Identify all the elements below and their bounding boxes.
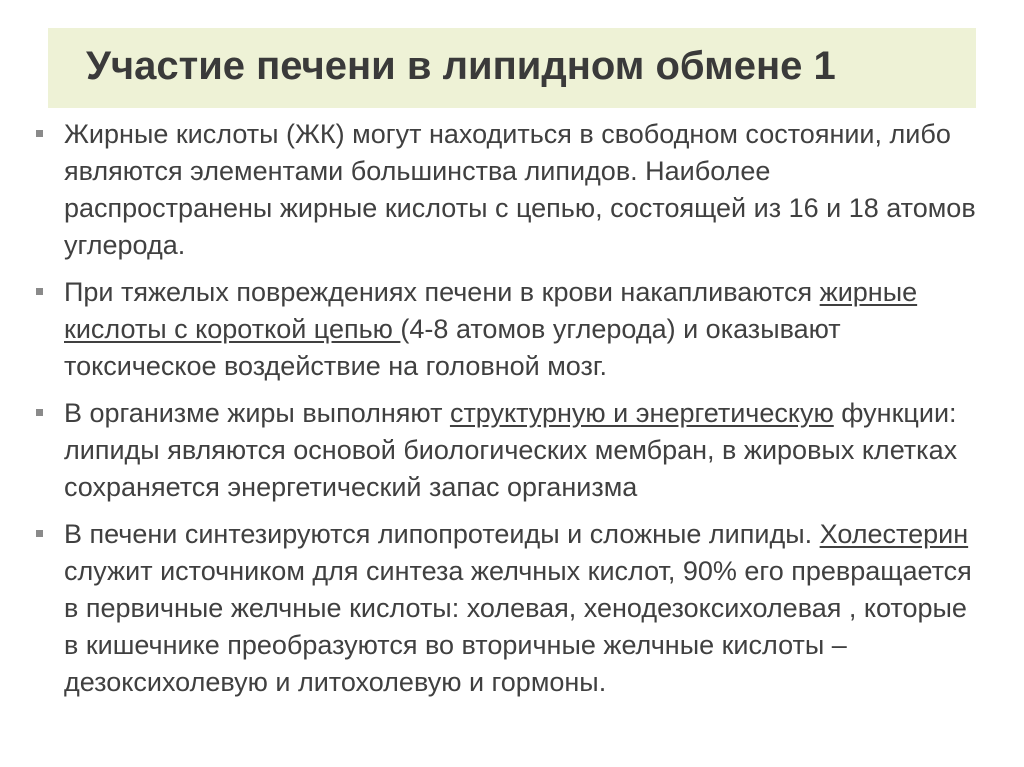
square-bullet-icon	[36, 288, 43, 295]
bullet-item-fat-functions	[30, 395, 980, 506]
bullet-text: функции: липиды являются основой биологических мембран, в жировых клетках сохраняется энергетический запас организма	[64, 398, 958, 502]
bullet-text: При тяжелых повреждениях печени в крови накапливаются	[64, 277, 820, 307]
underlined-term: Холестерин	[819, 519, 969, 549]
underlined-term: жирные кислоты с короткой цепью	[64, 277, 918, 344]
square-bullet-icon	[36, 530, 43, 537]
bullet-text: (4-8 атомов углерода) и оказывают токсическое воздействие на головной мозг.	[64, 314, 841, 381]
square-bullet-icon	[36, 130, 43, 137]
bullet-item-cholesterol	[30, 516, 980, 701]
bullet-text: Жирные кислоты (ЖК) могут находиться в свободном состоянии, либо являются элементами большинства липидов. Наиболее распространены жирные кислоты с цепью, состоящей из 16 и 18 атомов углерода.	[64, 119, 976, 260]
slide-title: Участие печени в липидном обмене 1	[86, 44, 836, 88]
bullet-list	[30, 116, 980, 701]
bullet-text: В печени синтезируются липопротеиды и сложные липиды.	[64, 519, 820, 549]
underlined-term: структурную и энергетическую	[449, 398, 834, 428]
bullet-text: В организме жиры выполняют	[64, 398, 450, 428]
bullet-text: служит источником для синтеза желчных кислот, 90% его превращается в первичные желчные кислоты: холевая, хенодезоксихолевая , которые в кишечнике преобразуются во вторичные желчные кислоты – дезоксихолевую и литохолевую и гормоны.	[64, 556, 972, 697]
bullet-item-fatty-acids	[30, 116, 980, 264]
square-bullet-icon	[36, 409, 43, 416]
bullet-item-liver-damage	[30, 274, 980, 385]
